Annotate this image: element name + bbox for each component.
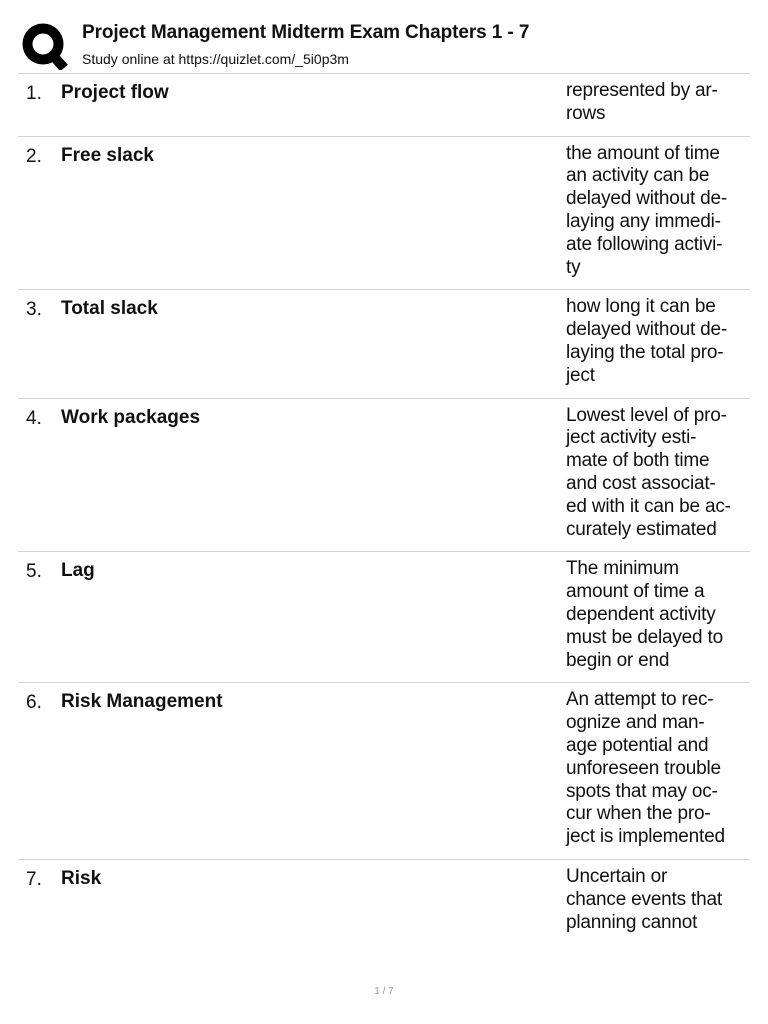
- card-definition: represented by ar- rows: [566, 80, 718, 124]
- card-definition: The minimum amount of time a dependent activity must be delayed to begin or end: [566, 558, 723, 671]
- card-number: 2.: [26, 145, 42, 167]
- flashcard-row: [18, 860, 750, 944]
- card-term: Total slack: [61, 298, 158, 320]
- card-term: Risk Management: [61, 691, 223, 713]
- study-online-text: [82, 51, 349, 67]
- card-definition: Lowest level of pro- ject activity esti- mate of both time and cost associat- ed with it can be ac- curately estimated: [566, 404, 731, 540]
- quizlet-logo-icon: [20, 20, 70, 70]
- card-definition: the amount of time an activity can be delayed without de- laying any immedi- ate following activi- ty: [566, 142, 727, 278]
- card-definition: Uncertain or chance events that planning cannot: [566, 865, 722, 933]
- card-term: Work packages: [61, 406, 201, 428]
- page-indicator: 1 / 7: [374, 986, 394, 997]
- flashcard-row: [18, 137, 750, 291]
- card-term: Risk: [61, 867, 102, 889]
- flashcard-list: [18, 74, 750, 944]
- flashcard-row: [18, 683, 750, 860]
- flashcard-row: [18, 290, 750, 398]
- flashcard-row: [18, 74, 750, 137]
- card-number: 1.: [26, 83, 42, 104]
- card-number: 4.: [26, 407, 42, 429]
- study-online-prefix: Study online at: [82, 51, 179, 67]
- flashcard-row: [18, 399, 750, 553]
- card-definition: how long it can be delayed without de- laying the total pro- ject: [566, 296, 727, 386]
- card-definition: An attempt to rec- ognize and man- age potential and unforeseen trouble spots that may oc- cur when the pro- ject is implemented: [566, 689, 725, 848]
- card-term: Project flow: [61, 82, 169, 103]
- card-number: 6.: [26, 692, 42, 714]
- card-number: 5.: [26, 561, 42, 583]
- card-term: Free slack: [61, 144, 154, 166]
- study-online-link[interactable]: https://quizlet.com/_5i0p3m: [178, 51, 349, 67]
- page-title: Project Management Midterm Exam Chapters 1 - 7: [82, 22, 530, 43]
- flashcard-row: [18, 552, 750, 683]
- card-number: 7.: [26, 868, 42, 890]
- card-number: 3.: [26, 299, 42, 321]
- card-term: Lag: [61, 560, 95, 582]
- page-header: [20, 20, 750, 72]
